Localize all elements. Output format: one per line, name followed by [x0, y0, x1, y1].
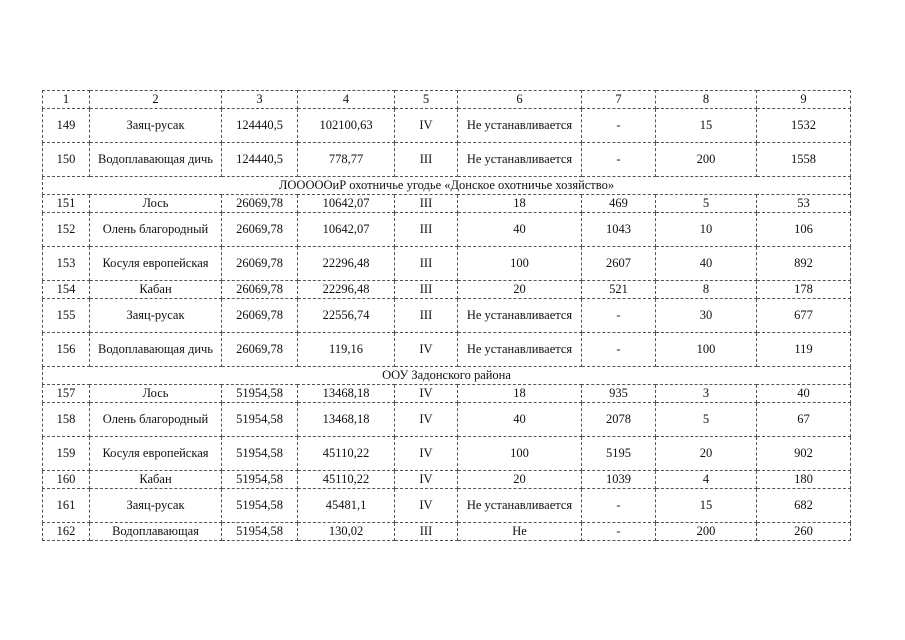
table-cell-col-4: 22296,48	[298, 247, 395, 281]
table-cell-col-8: 15	[656, 109, 757, 143]
table-row	[43, 523, 851, 541]
table-cell-col-8: 15	[656, 489, 757, 523]
table-cell-col-1: 152	[43, 213, 90, 247]
header-cell: 6	[458, 91, 582, 109]
table-cell-col-5: IV	[395, 471, 458, 489]
table-cell-col-9: 67	[757, 403, 851, 437]
table-cell-col-7: -	[582, 299, 656, 333]
table-cell-col-3: 51954,58	[222, 385, 298, 403]
table-body	[43, 91, 851, 541]
header-cell: 8	[656, 91, 757, 109]
table-cell-col-1: 156	[43, 333, 90, 367]
table-cell-col-6: Не	[458, 523, 582, 541]
table-cell-col-8: 8	[656, 281, 757, 299]
table-cell-col-8: 40	[656, 247, 757, 281]
table-cell-col-2: Водоплавающая	[90, 523, 222, 541]
hunting-resources-table	[42, 90, 851, 541]
table-row	[43, 299, 851, 333]
table-cell-col-7: 2607	[582, 247, 656, 281]
table-cell-col-6: 100	[458, 437, 582, 471]
table-cell-col-9: 119	[757, 333, 851, 367]
table-cell-col-3: 26069,78	[222, 333, 298, 367]
table-cell-col-3: 51954,58	[222, 403, 298, 437]
table-cell-col-6: 20	[458, 281, 582, 299]
table-cell-col-9: 53	[757, 195, 851, 213]
table-cell-col-5: III	[395, 523, 458, 541]
table-cell-col-9: 180	[757, 471, 851, 489]
table-cell-col-6: 20	[458, 471, 582, 489]
table-cell-col-1: 158	[43, 403, 90, 437]
table-cell-col-2: Олень благородный	[90, 213, 222, 247]
table-cell-col-9: 892	[757, 247, 851, 281]
table-cell-col-6: 100	[458, 247, 582, 281]
table-cell-col-4: 10642,07	[298, 213, 395, 247]
table-cell-col-7: 469	[582, 195, 656, 213]
table-cell-col-6: Не устанавливается	[458, 109, 582, 143]
table-cell-col-4: 45110,22	[298, 471, 395, 489]
table-cell-col-4: 45110,22	[298, 437, 395, 471]
table-cell-col-4: 130,02	[298, 523, 395, 541]
table-cell-col-4: 10642,07	[298, 195, 395, 213]
table-cell-col-9: 1558	[757, 143, 851, 177]
table-cell-col-9: 260	[757, 523, 851, 541]
table-cell-col-4: 22556,74	[298, 299, 395, 333]
table-cell-col-1: 149	[43, 109, 90, 143]
table-cell-col-1: 160	[43, 471, 90, 489]
table-cell-col-2: Косуля европейская	[90, 247, 222, 281]
table-cell-col-6: 40	[458, 213, 582, 247]
table-cell-col-6: Не устанавливается	[458, 333, 582, 367]
table-cell-col-5: IV	[395, 437, 458, 471]
table-cell-col-2: Кабан	[90, 281, 222, 299]
table-cell-col-7: 1043	[582, 213, 656, 247]
table-cell-col-5: IV	[395, 403, 458, 437]
table-cell-col-8: 5	[656, 195, 757, 213]
table-cell-col-9: 40	[757, 385, 851, 403]
table-cell-col-8: 100	[656, 333, 757, 367]
table-row	[43, 385, 851, 403]
table-cell-col-4: 22296,48	[298, 281, 395, 299]
table-cell-col-7: -	[582, 143, 656, 177]
table-cell-col-1: 155	[43, 299, 90, 333]
section-row	[43, 367, 851, 385]
table-cell-col-8: 200	[656, 523, 757, 541]
table-cell-col-4: 778,77	[298, 143, 395, 177]
table-row	[43, 437, 851, 471]
table-cell-col-7: 5195	[582, 437, 656, 471]
table-cell-col-9: 178	[757, 281, 851, 299]
table-cell-col-6: 40	[458, 403, 582, 437]
table-cell-col-2: Олень благородный	[90, 403, 222, 437]
table-row	[43, 333, 851, 367]
table-cell-col-6: 18	[458, 195, 582, 213]
section-title: ООУ Задонского района	[43, 367, 851, 385]
table-row	[43, 489, 851, 523]
table-cell-col-2: Заяц-русак	[90, 299, 222, 333]
table-cell-col-7: -	[582, 489, 656, 523]
header-cell: 4	[298, 91, 395, 109]
table-cell-col-4: 45481,1	[298, 489, 395, 523]
table-cell-col-3: 26069,78	[222, 213, 298, 247]
table-cell-col-8: 5	[656, 403, 757, 437]
table-cell-col-5: IV	[395, 489, 458, 523]
table-cell-col-2: Водоплавающая дичь	[90, 333, 222, 367]
header-cell: 9	[757, 91, 851, 109]
table-cell-col-9: 106	[757, 213, 851, 247]
table-cell-col-1: 157	[43, 385, 90, 403]
table-cell-col-5: III	[395, 195, 458, 213]
table-cell-col-5: IV	[395, 385, 458, 403]
table-cell-col-3: 26069,78	[222, 195, 298, 213]
table-cell-col-3: 51954,58	[222, 489, 298, 523]
table-cell-col-8: 10	[656, 213, 757, 247]
table-cell-col-9: 1532	[757, 109, 851, 143]
table-row	[43, 143, 851, 177]
table-cell-col-7: -	[582, 523, 656, 541]
table-cell-col-9: 902	[757, 437, 851, 471]
table-cell-col-6: Не устанавливается	[458, 299, 582, 333]
table-cell-col-5: III	[395, 299, 458, 333]
table-cell-col-8: 30	[656, 299, 757, 333]
table-cell-col-2: Лось	[90, 195, 222, 213]
header-cell: 7	[582, 91, 656, 109]
table-cell-col-2: Лось	[90, 385, 222, 403]
table-cell-col-5: III	[395, 281, 458, 299]
table-cell-col-1: 159	[43, 437, 90, 471]
table-cell-col-1: 151	[43, 195, 90, 213]
table-cell-col-8: 200	[656, 143, 757, 177]
table-cell-col-2: Заяц-русак	[90, 109, 222, 143]
table-cell-col-6: 18	[458, 385, 582, 403]
table-cell-col-5: III	[395, 247, 458, 281]
table-cell-col-8: 3	[656, 385, 757, 403]
table-cell-col-4: 13468,18	[298, 385, 395, 403]
table-cell-col-2: Водоплавающая дичь	[90, 143, 222, 177]
table-row	[43, 471, 851, 489]
table-cell-col-8: 4	[656, 471, 757, 489]
table-cell-col-8: 20	[656, 437, 757, 471]
header-cell: 1	[43, 91, 90, 109]
table-cell-col-7: 2078	[582, 403, 656, 437]
table-cell-col-6: Не устанавливается	[458, 143, 582, 177]
table-cell-col-4: 13468,18	[298, 403, 395, 437]
header-cell: 5	[395, 91, 458, 109]
section-title: ЛОООООиР охотничье угодье «Донское охотничье хозяйство»	[43, 177, 851, 195]
table-cell-col-4: 102100,63	[298, 109, 395, 143]
section-row	[43, 177, 851, 195]
table-cell-col-1: 161	[43, 489, 90, 523]
table-cell-col-9: 677	[757, 299, 851, 333]
table-cell-col-9: 682	[757, 489, 851, 523]
header-cell: 3	[222, 91, 298, 109]
table-cell-col-3: 26069,78	[222, 299, 298, 333]
table-cell-col-7: 1039	[582, 471, 656, 489]
table-cell-col-5: IV	[395, 109, 458, 143]
table-cell-col-3: 26069,78	[222, 247, 298, 281]
table-row	[43, 195, 851, 213]
table-cell-col-5: III	[395, 213, 458, 247]
table-row	[43, 281, 851, 299]
table-cell-col-1: 150	[43, 143, 90, 177]
table-row	[43, 109, 851, 143]
table-cell-col-3: 124440,5	[222, 143, 298, 177]
table-cell-col-3: 51954,58	[222, 523, 298, 541]
table-row	[43, 247, 851, 281]
table-cell-col-5: III	[395, 143, 458, 177]
table-cell-col-2: Заяц-русак	[90, 489, 222, 523]
table-cell-col-2: Кабан	[90, 471, 222, 489]
table-cell-col-7: 521	[582, 281, 656, 299]
table-cell-col-2: Косуля европейская	[90, 437, 222, 471]
table-cell-col-3: 124440,5	[222, 109, 298, 143]
table-cell-col-7: 935	[582, 385, 656, 403]
table-cell-col-3: 26069,78	[222, 281, 298, 299]
table-cell-col-4: 119,16	[298, 333, 395, 367]
table-cell-col-3: 51954,58	[222, 437, 298, 471]
table-cell-col-5: IV	[395, 333, 458, 367]
table-cell-col-7: -	[582, 109, 656, 143]
table-row	[43, 403, 851, 437]
table-cell-col-7: -	[582, 333, 656, 367]
header-cell: 2	[90, 91, 222, 109]
table-row	[43, 213, 851, 247]
table-cell-col-6: Не устанавливается	[458, 489, 582, 523]
table-cell-col-1: 154	[43, 281, 90, 299]
table-header-row	[43, 91, 851, 109]
table-cell-col-1: 162	[43, 523, 90, 541]
table-cell-col-1: 153	[43, 247, 90, 281]
table-cell-col-3: 51954,58	[222, 471, 298, 489]
